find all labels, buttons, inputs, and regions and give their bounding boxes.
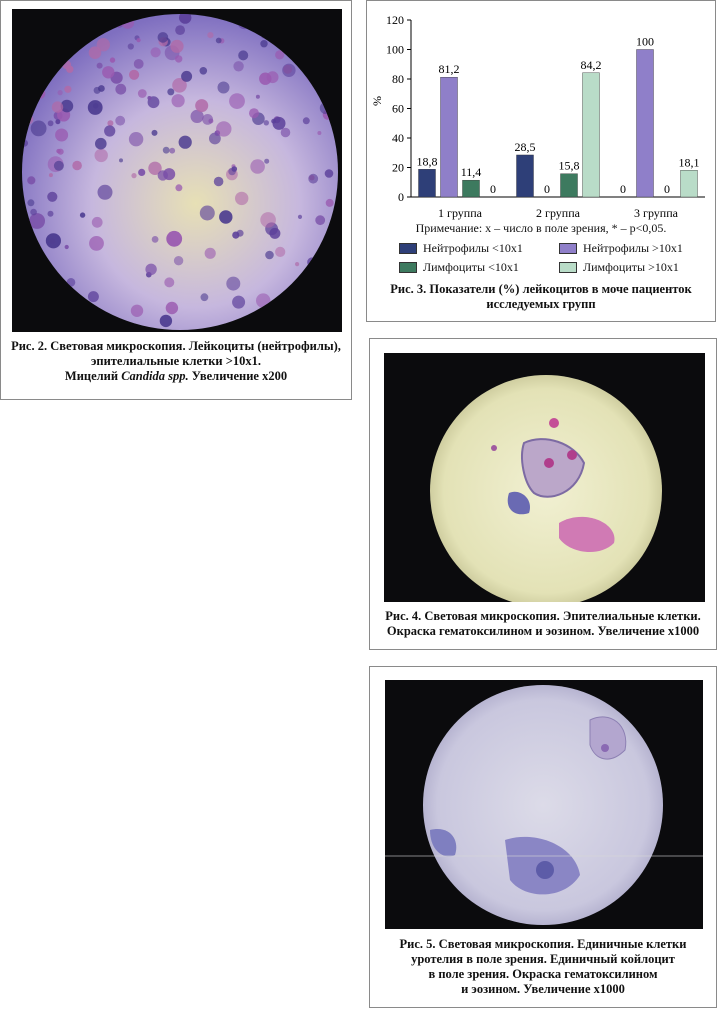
legend-item (559, 241, 683, 256)
figure-2 (0, 0, 352, 400)
bar-value-label: 100 (636, 34, 654, 49)
caption-fig4 (370, 609, 716, 639)
caption-fig3-line2: исследуемых групп (486, 297, 596, 311)
bar-value-label: 15,8 (558, 158, 580, 173)
figure-4 (369, 338, 717, 650)
y-tick-label: 80 (392, 72, 404, 86)
y-tick-label: 0 (398, 190, 404, 204)
bar-value-label: 84,2 (580, 57, 602, 72)
bar-value-label: 0 (664, 182, 670, 196)
caption-fig3 (367, 282, 715, 312)
caption-fig5-line4: и эозином. Увеличение х1000 (461, 982, 625, 996)
y-axis-label: % (370, 96, 384, 106)
bar (441, 77, 458, 197)
bar (583, 73, 600, 197)
bar-value-label: 0 (544, 182, 550, 196)
legend-swatch (559, 243, 577, 254)
legend-swatch (559, 262, 577, 273)
bar (463, 180, 480, 197)
legend-item (399, 241, 523, 256)
legend-label: Лимфоциты <10x1 (423, 260, 519, 274)
bar-value-label: 28,5 (514, 139, 536, 154)
bar-value-label: 11,4 (460, 165, 482, 180)
caption-fig2 (1, 339, 351, 384)
caption-fig4-line2: Окраска гематоксилином и эозином. Увеличение х1000 (386, 624, 700, 638)
bar-value-label: 0 (620, 182, 626, 196)
caption-fig5-line1: Рис. 5. Световая микроскопия. Единичные клетки (399, 937, 687, 951)
caption-fig5 (370, 937, 716, 997)
bar-value-label: 0 (490, 182, 496, 196)
micrograph-fig5-image (385, 680, 703, 929)
caption-fig2-line3: Мицелий Candida spp. Увеличение х200 (64, 369, 288, 383)
bar-chart (367, 1, 717, 231)
bar (561, 174, 578, 197)
legend-label: Нейтрофилы >10x1 (583, 241, 683, 255)
bar-value-label: 81,2 (438, 62, 460, 77)
caption-fig3-line1: Рис. 3. Показатели (%) лейкоцитов в моче пациенток (390, 282, 692, 296)
y-tick-label: 40 (392, 131, 404, 145)
bar (637, 50, 654, 198)
bar (681, 170, 698, 197)
micrograph-fig4-image (384, 353, 705, 602)
bar-value-label: 18,8 (416, 154, 438, 169)
micrograph-fig2 (12, 9, 342, 332)
x-category-label: 3 группа (634, 206, 678, 220)
legend-item (559, 260, 679, 275)
x-category-label: 2 группа (536, 206, 580, 220)
legend-swatch (399, 243, 417, 254)
caption-fig2-line1: Рис. 2. Световая микроскопия. Лейкоциты (нейтрофилы), (11, 339, 341, 353)
y-tick-label: 120 (386, 13, 404, 27)
legend-item (399, 260, 519, 275)
micrograph-fig2-image (12, 9, 342, 332)
micrograph-fig5 (385, 680, 703, 929)
caption-fig5-line2: уротелия в поле зрения. Единичный койлоцит (411, 952, 675, 966)
legend-label: Лимфоциты >10x1 (583, 260, 679, 274)
x-category-label: 1 группа (438, 206, 482, 220)
caption-fig5-line3: в поле зрения. Окраска гематоксилином (428, 967, 658, 981)
caption-fig2-line2: эпителиальные клетки >10x1. (90, 354, 261, 368)
figure-5 (369, 666, 717, 1008)
legend-swatch (399, 262, 417, 273)
chart-note: Примечание: х – число в поле зрения, * – р<0,05. (415, 221, 667, 235)
bar (419, 169, 436, 197)
micrograph-fig4 (384, 353, 705, 602)
y-tick-label: 20 (392, 160, 404, 175)
y-tick-label: 60 (392, 101, 404, 116)
figure-3 (366, 0, 716, 322)
caption-fig4-line1: Рис. 4. Световая микроскопия. Эпителиальные клетки. (385, 609, 701, 623)
bar-value-label: 18,1 (678, 155, 700, 170)
legend-label: Нейтрофилы <10x1 (423, 241, 523, 255)
y-tick-label: 100 (386, 42, 404, 57)
bar (517, 155, 534, 197)
